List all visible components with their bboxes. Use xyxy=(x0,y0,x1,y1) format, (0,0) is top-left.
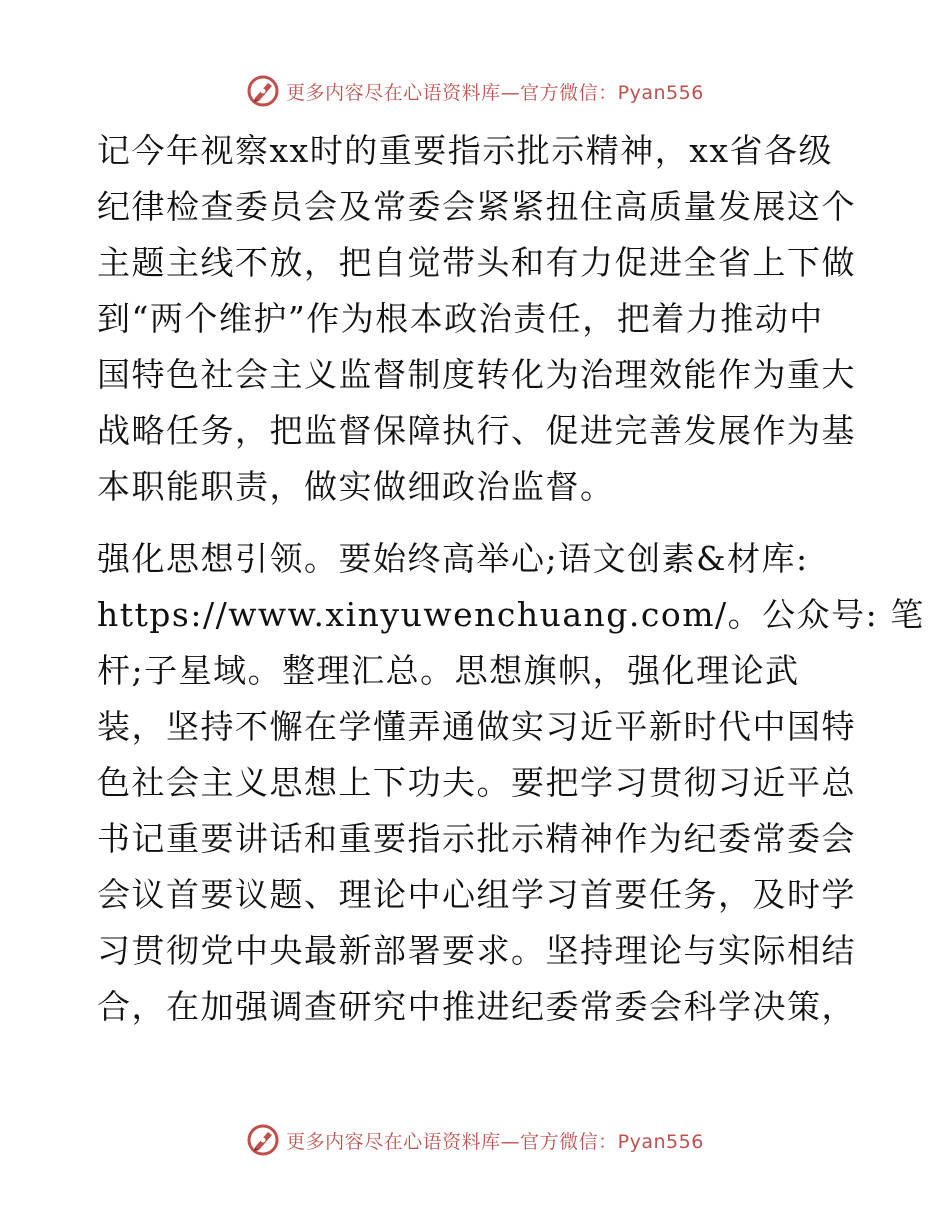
header-banner-text: 更多内容尽在心语资料库—官方微信：Pyan556 xyxy=(286,81,704,104)
text-line: 国特色社会主义监督制度转化为治理效能作为重大 xyxy=(97,355,856,394)
pen-logo-icon xyxy=(246,1123,280,1157)
header-watermark-banner xyxy=(0,71,950,111)
text-line: 战略任务，把监督保障执行、促进完善发展作为基 xyxy=(97,411,856,450)
text-line: 纪律检查委员会及常委会紧紧扭住高质量发展这个 xyxy=(97,187,856,226)
text-line: 主题主线不放，把自觉带头和有力促进全省上下做 xyxy=(97,243,856,282)
pen-logo-icon xyxy=(246,74,280,108)
text-line: 到“两个维护”作为根本政治责任，把着力推动中 xyxy=(97,299,824,338)
text-line: 强化思想引领。要始终高举心;语文创素&材库: xyxy=(97,539,809,578)
text-line: https://www.xinyuwenchuang.com/。公众号: 笔 xyxy=(97,595,925,634)
text-line: 杆;子星域。整理汇总。思想旗帜，强化理论武 xyxy=(97,651,800,690)
document-body xyxy=(97,123,925,1035)
paragraph-2 xyxy=(97,531,925,1035)
paragraph-1 xyxy=(97,123,857,515)
footer-watermark-banner xyxy=(0,1120,950,1160)
text-line: 装，坚持不懈在学懂弄通做实习近平新时代中国特 xyxy=(97,707,856,746)
footer-banner-text: 更多内容尽在心语资料库—官方微信：Pyan556 xyxy=(286,1130,704,1153)
text-line: 记今年视察xx时的重要指示批示精神，xx省各级 xyxy=(97,131,833,170)
text-line: 习贯彻党中央最新部署要求。坚持理论与实际相结 xyxy=(97,931,856,970)
text-line: 色社会主义思想上下功夫。要把学习贯彻习近平总 xyxy=(97,763,856,802)
text-line: 会议首要议题、理论中心组学习首要任务，及时学 xyxy=(97,875,856,914)
text-line: 合，在加强调查研究中推进纪委常委会科学决策， xyxy=(97,987,856,1026)
text-line: 书记重要讲话和重要指示批示精神作为纪委常委会 xyxy=(97,819,856,858)
text-line: 本职能职责，做实做细政治监督。 xyxy=(97,467,615,506)
